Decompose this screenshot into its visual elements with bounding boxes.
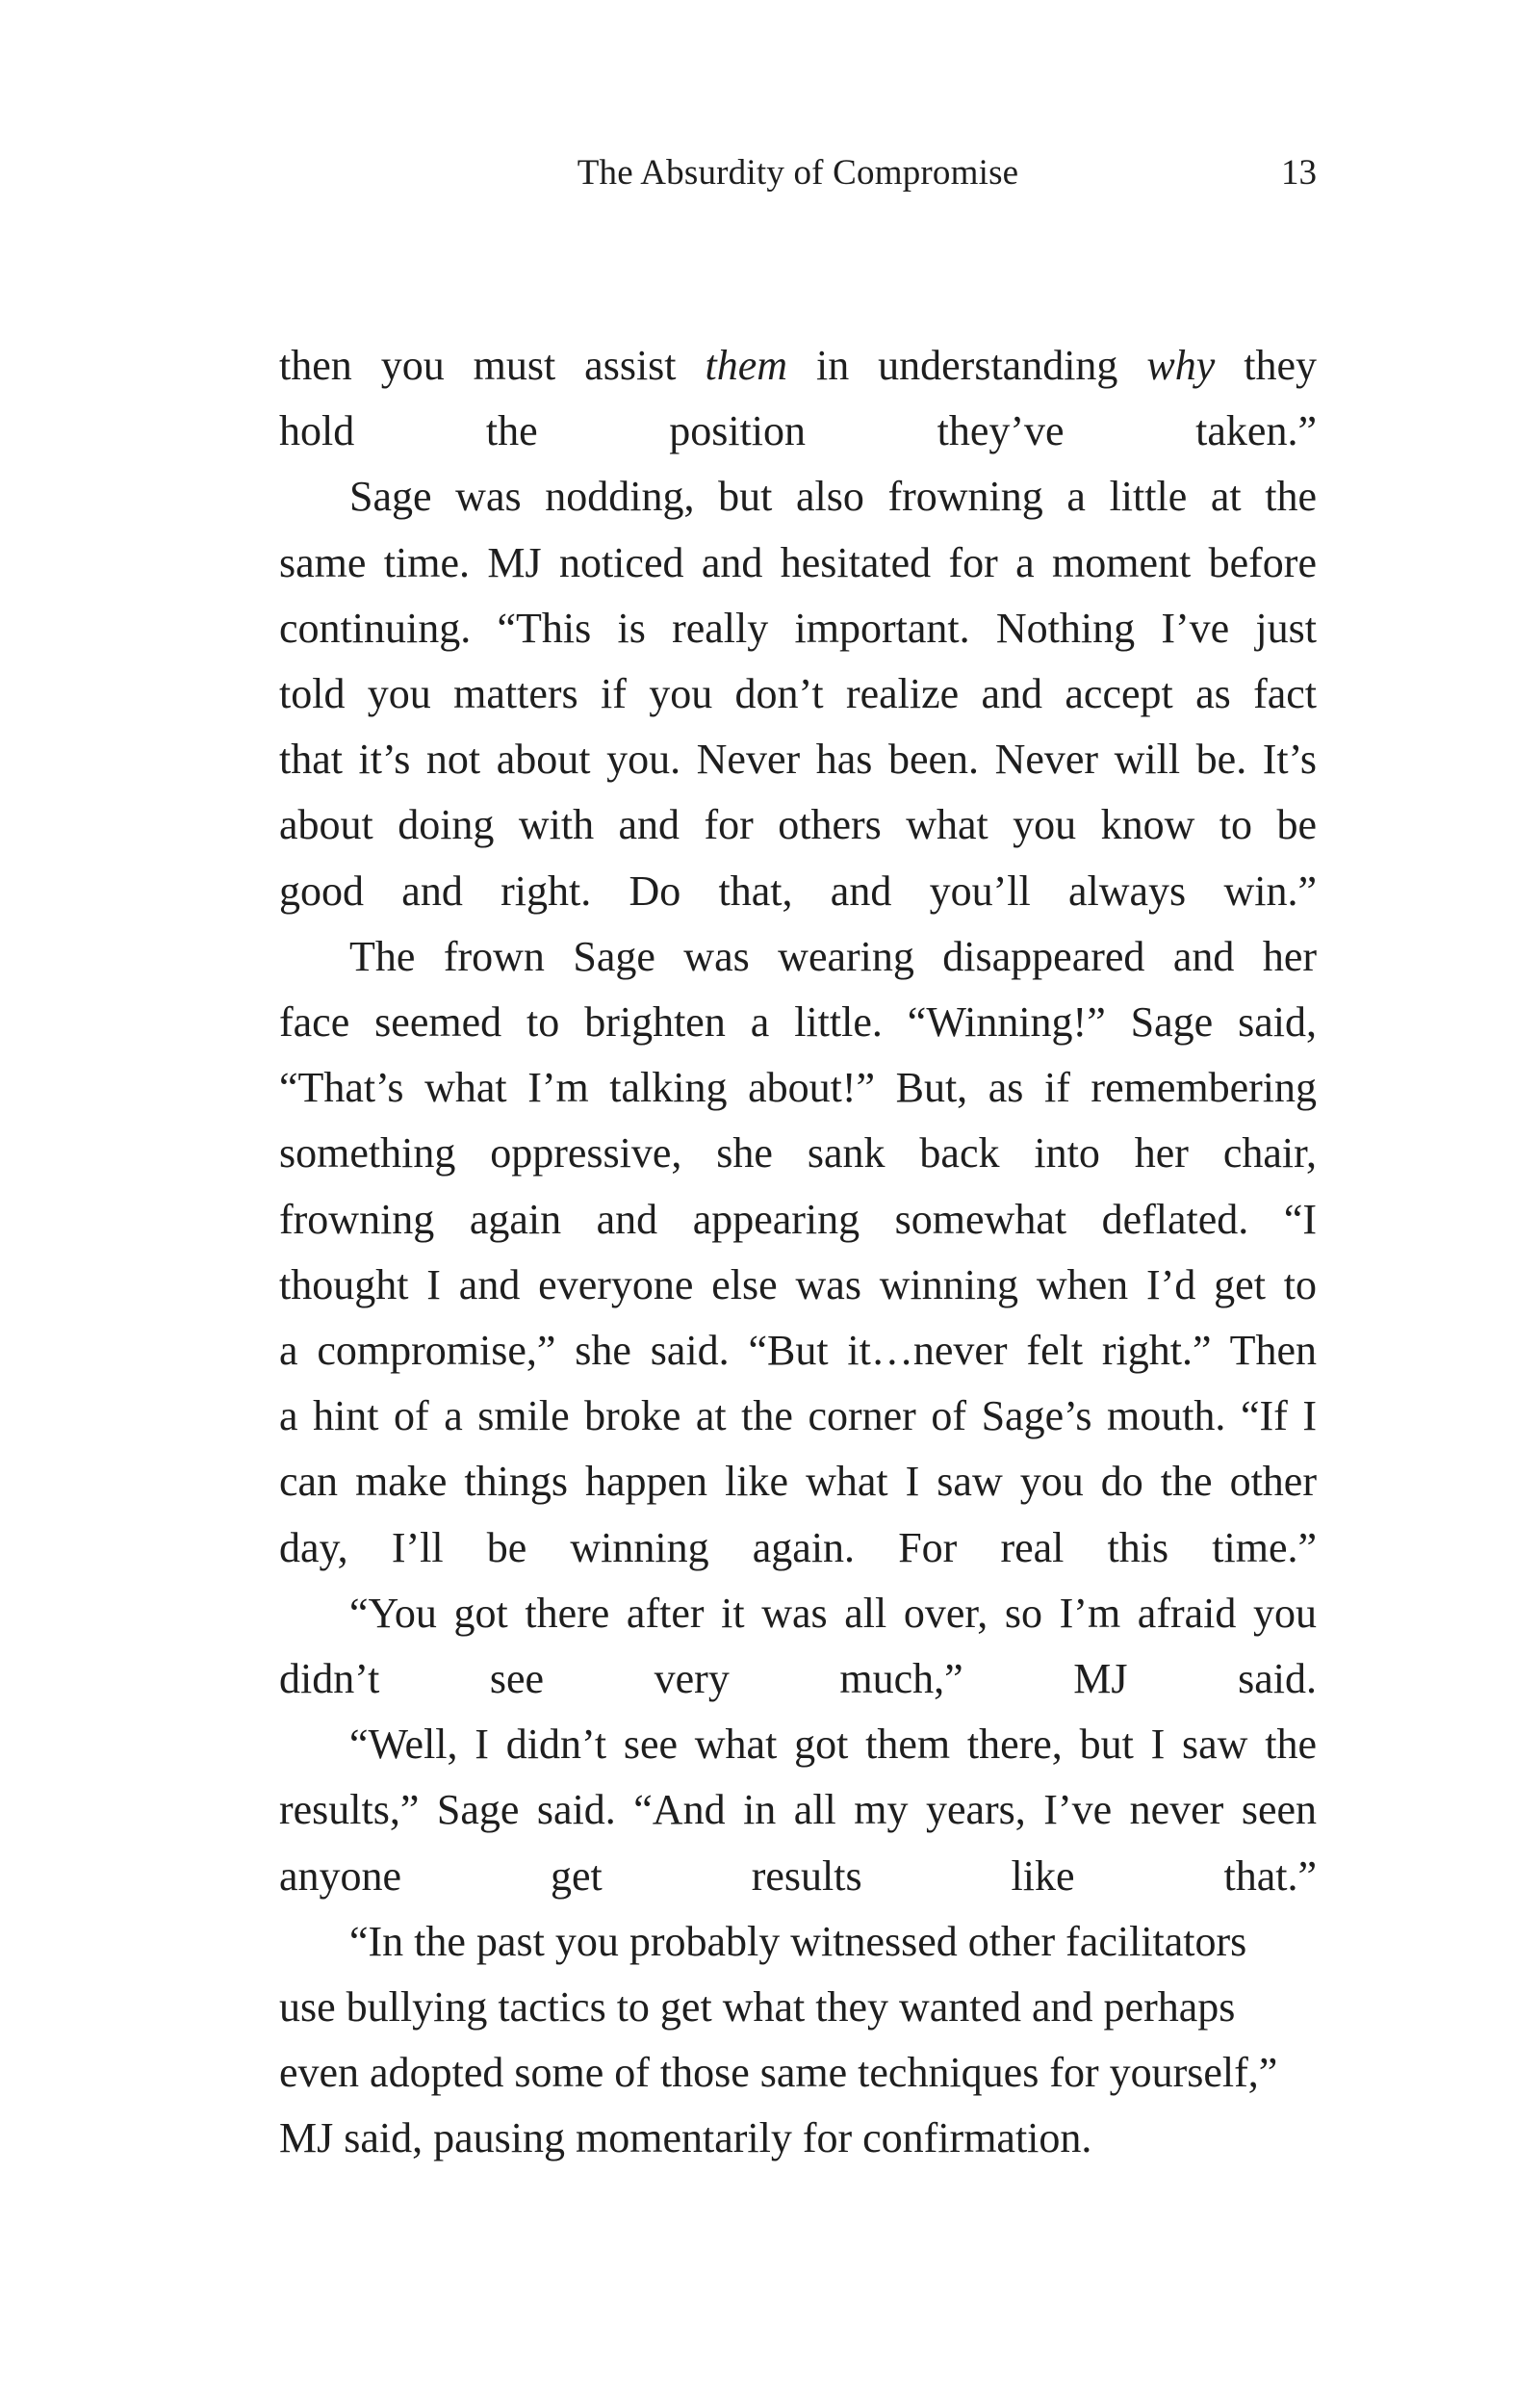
emphasis: them bbox=[705, 342, 788, 389]
text-line: told you matters if you don’t realize and accept as fact bbox=[279, 670, 1317, 718]
paragraph bbox=[279, 1909, 1317, 2172]
text-line: Sage was nodding, but also frowning a little at the bbox=[349, 473, 1317, 521]
paragraph bbox=[279, 464, 1317, 923]
text-line: that it’s not about you. Never has been. Never will be. It’s bbox=[279, 736, 1317, 784]
text-line: about doing with and for others what you know to be bbox=[279, 801, 1317, 849]
text-line: MJ said, pausing momentarily for confirmation. bbox=[279, 2114, 1092, 2162]
body-text bbox=[279, 333, 1317, 2172]
text-line: continuing. “This is really important. Nothing I’ve just bbox=[279, 604, 1317, 652]
running-head bbox=[279, 146, 1317, 200]
text-line: “Well, I didn’t see what got them there, but I saw the bbox=[349, 1721, 1317, 1769]
text-line: same time. MJ noticed and hesitated for a moment before bbox=[279, 538, 1317, 586]
running-title: The Absurdity of Compromise bbox=[577, 153, 1019, 193]
text-line: something oppressive, she sank back into her chair, bbox=[279, 1129, 1317, 1178]
text-line: thought I and everyone else was winning when I’d get to bbox=[279, 1260, 1317, 1308]
text-line: anyone get results like that.” bbox=[279, 1851, 1317, 1900]
paragraph bbox=[279, 924, 1317, 1581]
text-line: The frown Sage was wearing disappeared and her bbox=[349, 932, 1317, 980]
text-line: hold the position they’ve taken.” bbox=[279, 407, 1317, 455]
page-number: 13 bbox=[1281, 153, 1317, 193]
text-line: can make things happen like what I saw you do the other bbox=[279, 1458, 1317, 1506]
text-line: use bullying tactics to get what they wanted and perhaps bbox=[279, 1983, 1236, 2032]
emphasis: why bbox=[1146, 342, 1216, 389]
text-line: good and right. Do that, and you’ll always win.” bbox=[279, 867, 1317, 915]
text-line: day, I’ll be winning again. For real this time.” bbox=[279, 1523, 1317, 1571]
paragraph bbox=[279, 1712, 1317, 1909]
text-line: frowning again and appearing somewhat deflated. “I bbox=[279, 1195, 1317, 1243]
text-line: results,” Sage said. “And in all my years, I’ve never seen bbox=[279, 1786, 1317, 1834]
text-line: didn’t see very much,” MJ said. bbox=[279, 1655, 1317, 1703]
text-line: “In the past you probably witnessed other facilitators bbox=[349, 1917, 1247, 1965]
text-line: “That’s what I’m talking about!” But, as if remembering bbox=[279, 1064, 1317, 1112]
paragraph bbox=[279, 1581, 1317, 1712]
text-line: “You got there after it was all over, so I’m afraid you bbox=[349, 1589, 1317, 1637]
text-line: even adopted some of those same techniques for yourself,” bbox=[279, 2049, 1278, 2097]
text-line: a compromise,” she said. “But it…never felt right.” Then bbox=[279, 1327, 1317, 1375]
text-line: face seemed to brighten a little. “Winning!” Sage said, bbox=[279, 998, 1317, 1047]
text-line: a hint of a smile broke at the corner of Sage’s mouth. “If I bbox=[279, 1392, 1317, 1440]
text-line: then you must assist them in understanding why they bbox=[279, 342, 1317, 389]
paragraph bbox=[279, 333, 1317, 464]
